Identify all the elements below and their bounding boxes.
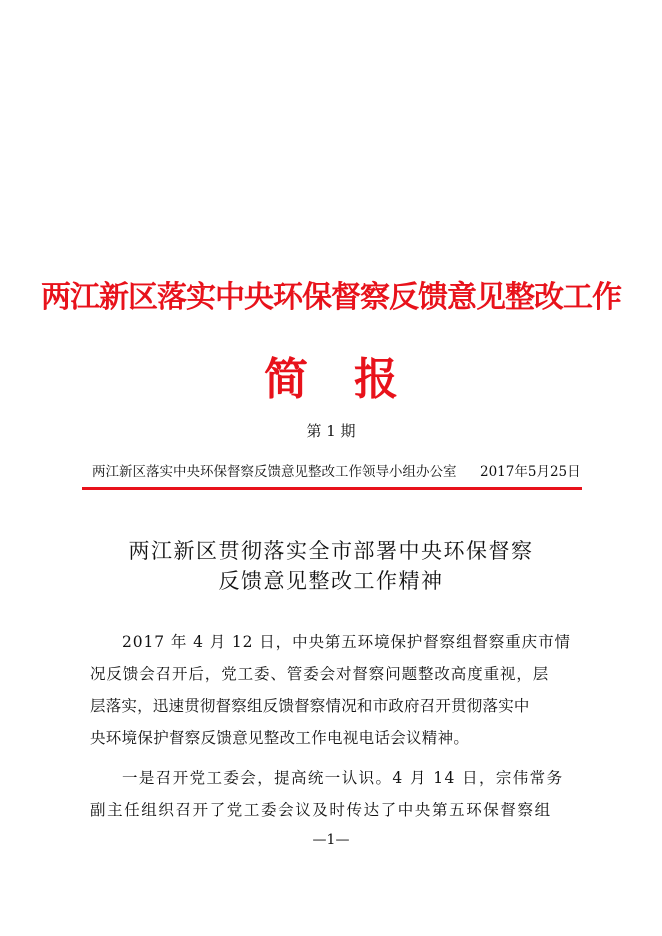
body-line: 况反馈会召开后，党工委、管委会对督察问题整改高度重视，层 (90, 665, 550, 683)
body-line: 一是召开党工委会，提高统一认识。4 月 14 日，宗伟常务 (122, 769, 564, 787)
page-number: —1— (312, 832, 350, 848)
masthead-brief: 简报 (264, 354, 444, 405)
article-title-line-1: 两江新区贯彻落实全市部署中央环保督察 (128, 539, 534, 563)
masthead-title: 两江新区落实中央环保督察反馈意见整改工作 (41, 280, 621, 315)
issue-date: 2017年5月25日 (480, 464, 581, 480)
body-line: 2017 年 4 月 12 日，中央第五环境保护督察组督察重庆市情 (122, 633, 571, 651)
body-line: 央环境保护督察反馈意见整改工作电视电话会议精神。 (90, 729, 470, 747)
issuer-line: 两江新区落实中央环保督察反馈意见整改工作领导小组办公室 (92, 464, 457, 480)
body-line: 副主任组织召开了党工委会议及时传达了中央第五环保督察组 (90, 801, 552, 819)
red-divider (82, 487, 582, 490)
article-title-line-2: 反馈意见整改工作精神 (218, 569, 444, 593)
body-line: 层落实，迅速贯彻督察组反馈督察情况和市政府召开贯彻落实中 (90, 697, 530, 715)
issue-number: 第 1 期 (306, 422, 356, 440)
